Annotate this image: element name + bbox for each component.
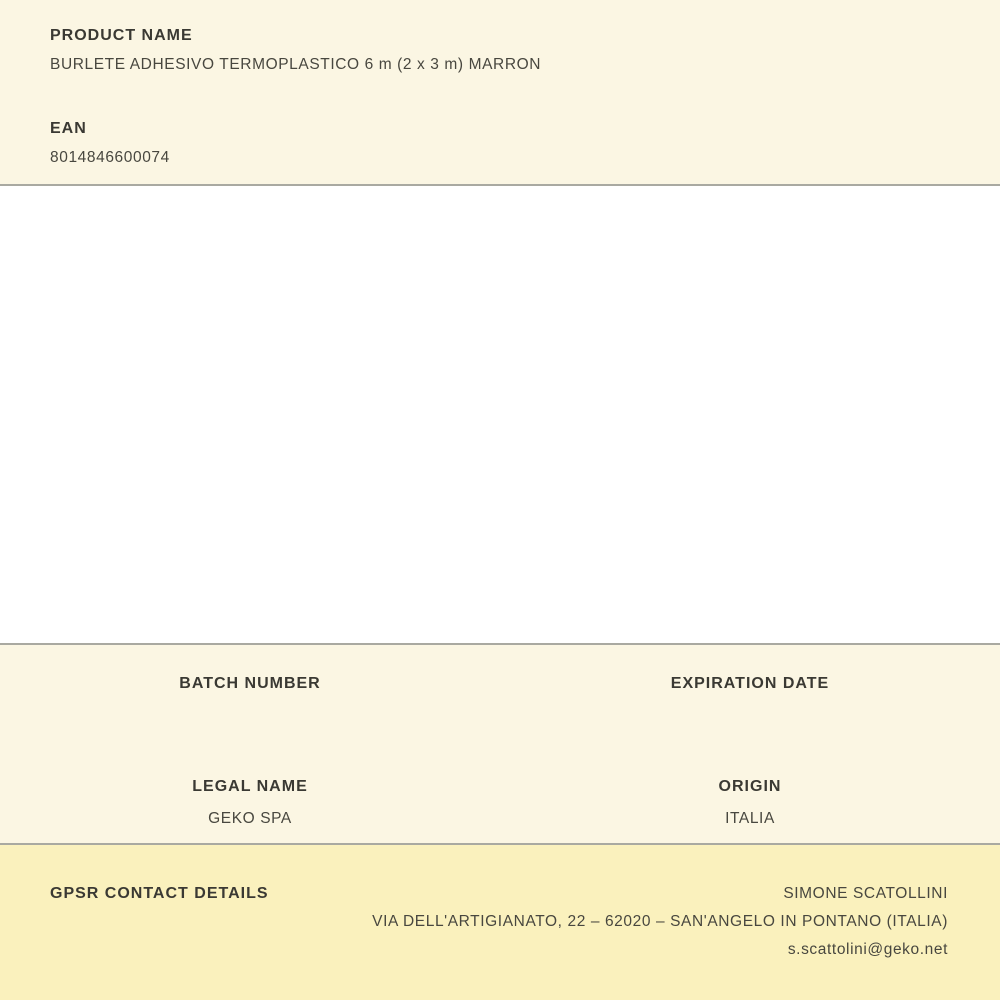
contact-address: VIA DELL'ARTIGIANATO, 22 – 62020 – SAN'ANGELO IN PONTANO (ITALIA) <box>372 913 948 930</box>
contact-person-name: SIMONE SCATOLLINI <box>783 885 948 902</box>
ean-field <box>50 120 950 167</box>
product-name-value: BURLETE ADHESIVO TERMOPLASTICO 6 m (2 x 3 m) MARRON <box>50 56 542 73</box>
batch-number-label: BATCH NUMBER <box>179 675 321 692</box>
contact-email: s.scattolini@geko.net <box>787 941 948 958</box>
product-header-section <box>0 0 1000 184</box>
legal-name-value: GEKO SPA <box>208 810 292 827</box>
product-image-area <box>0 186 1000 643</box>
gpsr-contact-label: GPSR CONTACT DETAILS <box>50 885 269 902</box>
origin-value: ITALIA <box>725 810 775 827</box>
legal-name-field <box>0 778 500 828</box>
origin-field <box>500 778 1000 828</box>
origin-label: ORIGIN <box>718 778 782 795</box>
batch-expiration-row <box>0 675 1000 706</box>
gpsr-contact-section <box>0 845 1000 1000</box>
product-details-section <box>0 645 1000 843</box>
expiration-date-label: EXPIRATION DATE <box>670 675 830 692</box>
legal-origin-row <box>0 778 1000 828</box>
expiration-date-field <box>500 675 1000 706</box>
ean-value: 8014846600074 <box>50 149 170 166</box>
gpsr-contact-info <box>372 880 948 964</box>
batch-number-field <box>0 675 500 706</box>
product-name-field <box>50 27 950 74</box>
product-name-label: PRODUCT NAME <box>50 27 193 44</box>
legal-name-label: LEGAL NAME <box>192 778 308 795</box>
ean-label: EAN <box>50 120 87 137</box>
